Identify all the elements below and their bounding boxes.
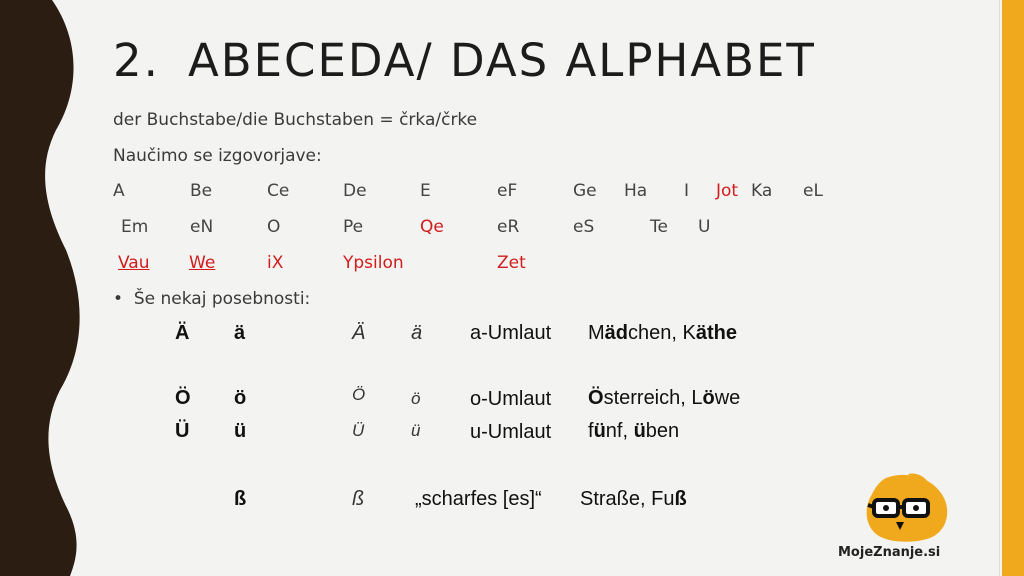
eszett: ß	[234, 488, 247, 510]
letter-g: Ge	[573, 181, 597, 201]
bullet-dot: •	[113, 289, 134, 309]
pronunciation-heading: Naučimo se izgovorjave:	[113, 146, 322, 166]
lower-u-umlaut-italic: ü	[411, 421, 421, 440]
letter-c: Ce	[267, 181, 290, 201]
upper-a-umlaut-italic: Ä	[352, 322, 366, 344]
letter-n: eN	[190, 217, 214, 237]
letter-i: I	[684, 181, 690, 201]
letter-l: eL	[803, 181, 823, 201]
a-umlaut-example: Mädchen, Käthe	[588, 322, 737, 344]
bullet-text: Še nekaj posebnosti:	[133, 289, 311, 309]
letter-b: Be	[190, 181, 213, 201]
letter-h: Ha	[624, 181, 648, 201]
letter-w: We	[189, 253, 216, 273]
right-accent-bar	[1002, 0, 1024, 576]
letter-r: eR	[497, 217, 520, 237]
logo-text: MojeZnanje.si	[838, 545, 941, 560]
lower-u-umlaut: ü	[234, 420, 247, 442]
eszett-name: „scharfes [es]“	[415, 488, 542, 510]
eszett-example: Straße, Fuß	[580, 488, 687, 510]
a-umlaut-name: a-Umlaut	[470, 322, 552, 344]
upper-u-umlaut-italic: Ü	[352, 421, 365, 440]
slide-title	[113, 34, 816, 87]
upper-a-umlaut: Ä	[175, 322, 190, 344]
eszett-italic: ß	[352, 488, 365, 510]
letter-s: eS	[573, 217, 595, 237]
letter-z: Zet	[497, 253, 526, 273]
letter-v: Vau	[118, 253, 150, 273]
letter-q: Qe	[420, 217, 444, 237]
letter-f: eF	[497, 181, 518, 201]
letter-u: U	[698, 217, 711, 237]
letter-y: Ypsilon	[343, 253, 404, 273]
special-bullet	[113, 289, 310, 309]
lower-o-umlaut: ö	[234, 387, 247, 409]
letter-e: E	[420, 181, 431, 201]
letter-m: Em	[121, 217, 149, 237]
o-umlaut-name: o-Umlaut	[470, 388, 552, 410]
upper-o-umlaut: Ö	[175, 387, 191, 409]
letter-d: De	[343, 181, 367, 201]
definition-line: der Buchstabe/die Buchstaben = črka/črke	[113, 110, 478, 130]
letter-k: Ka	[751, 181, 773, 201]
o-umlaut-example: Österreich, Löwe	[588, 387, 741, 409]
title-text: ABECEDA/ DAS ALPHABET	[187, 34, 816, 87]
lower-o-umlaut-italic: ö	[411, 389, 421, 408]
letter-a: A	[113, 181, 125, 201]
u-umlaut-example: fünf, üben	[588, 420, 680, 442]
letter-o: O	[267, 217, 281, 237]
u-umlaut-name: u-Umlaut	[470, 421, 552, 443]
letter-p: Pe	[343, 217, 364, 237]
title-number: 2.	[113, 34, 160, 87]
lower-a-umlaut: ä	[234, 322, 246, 344]
letter-t: Te	[650, 217, 668, 237]
letter-x: iX	[267, 253, 284, 273]
letter-j: Jot	[716, 181, 739, 201]
lower-a-umlaut-italic: ä	[411, 322, 423, 344]
upper-u-umlaut: Ü	[175, 420, 190, 442]
upper-o-umlaut-italic: Ö	[352, 385, 366, 404]
left-decorative-band	[0, 0, 90, 576]
right-divider	[999, 0, 1000, 576]
